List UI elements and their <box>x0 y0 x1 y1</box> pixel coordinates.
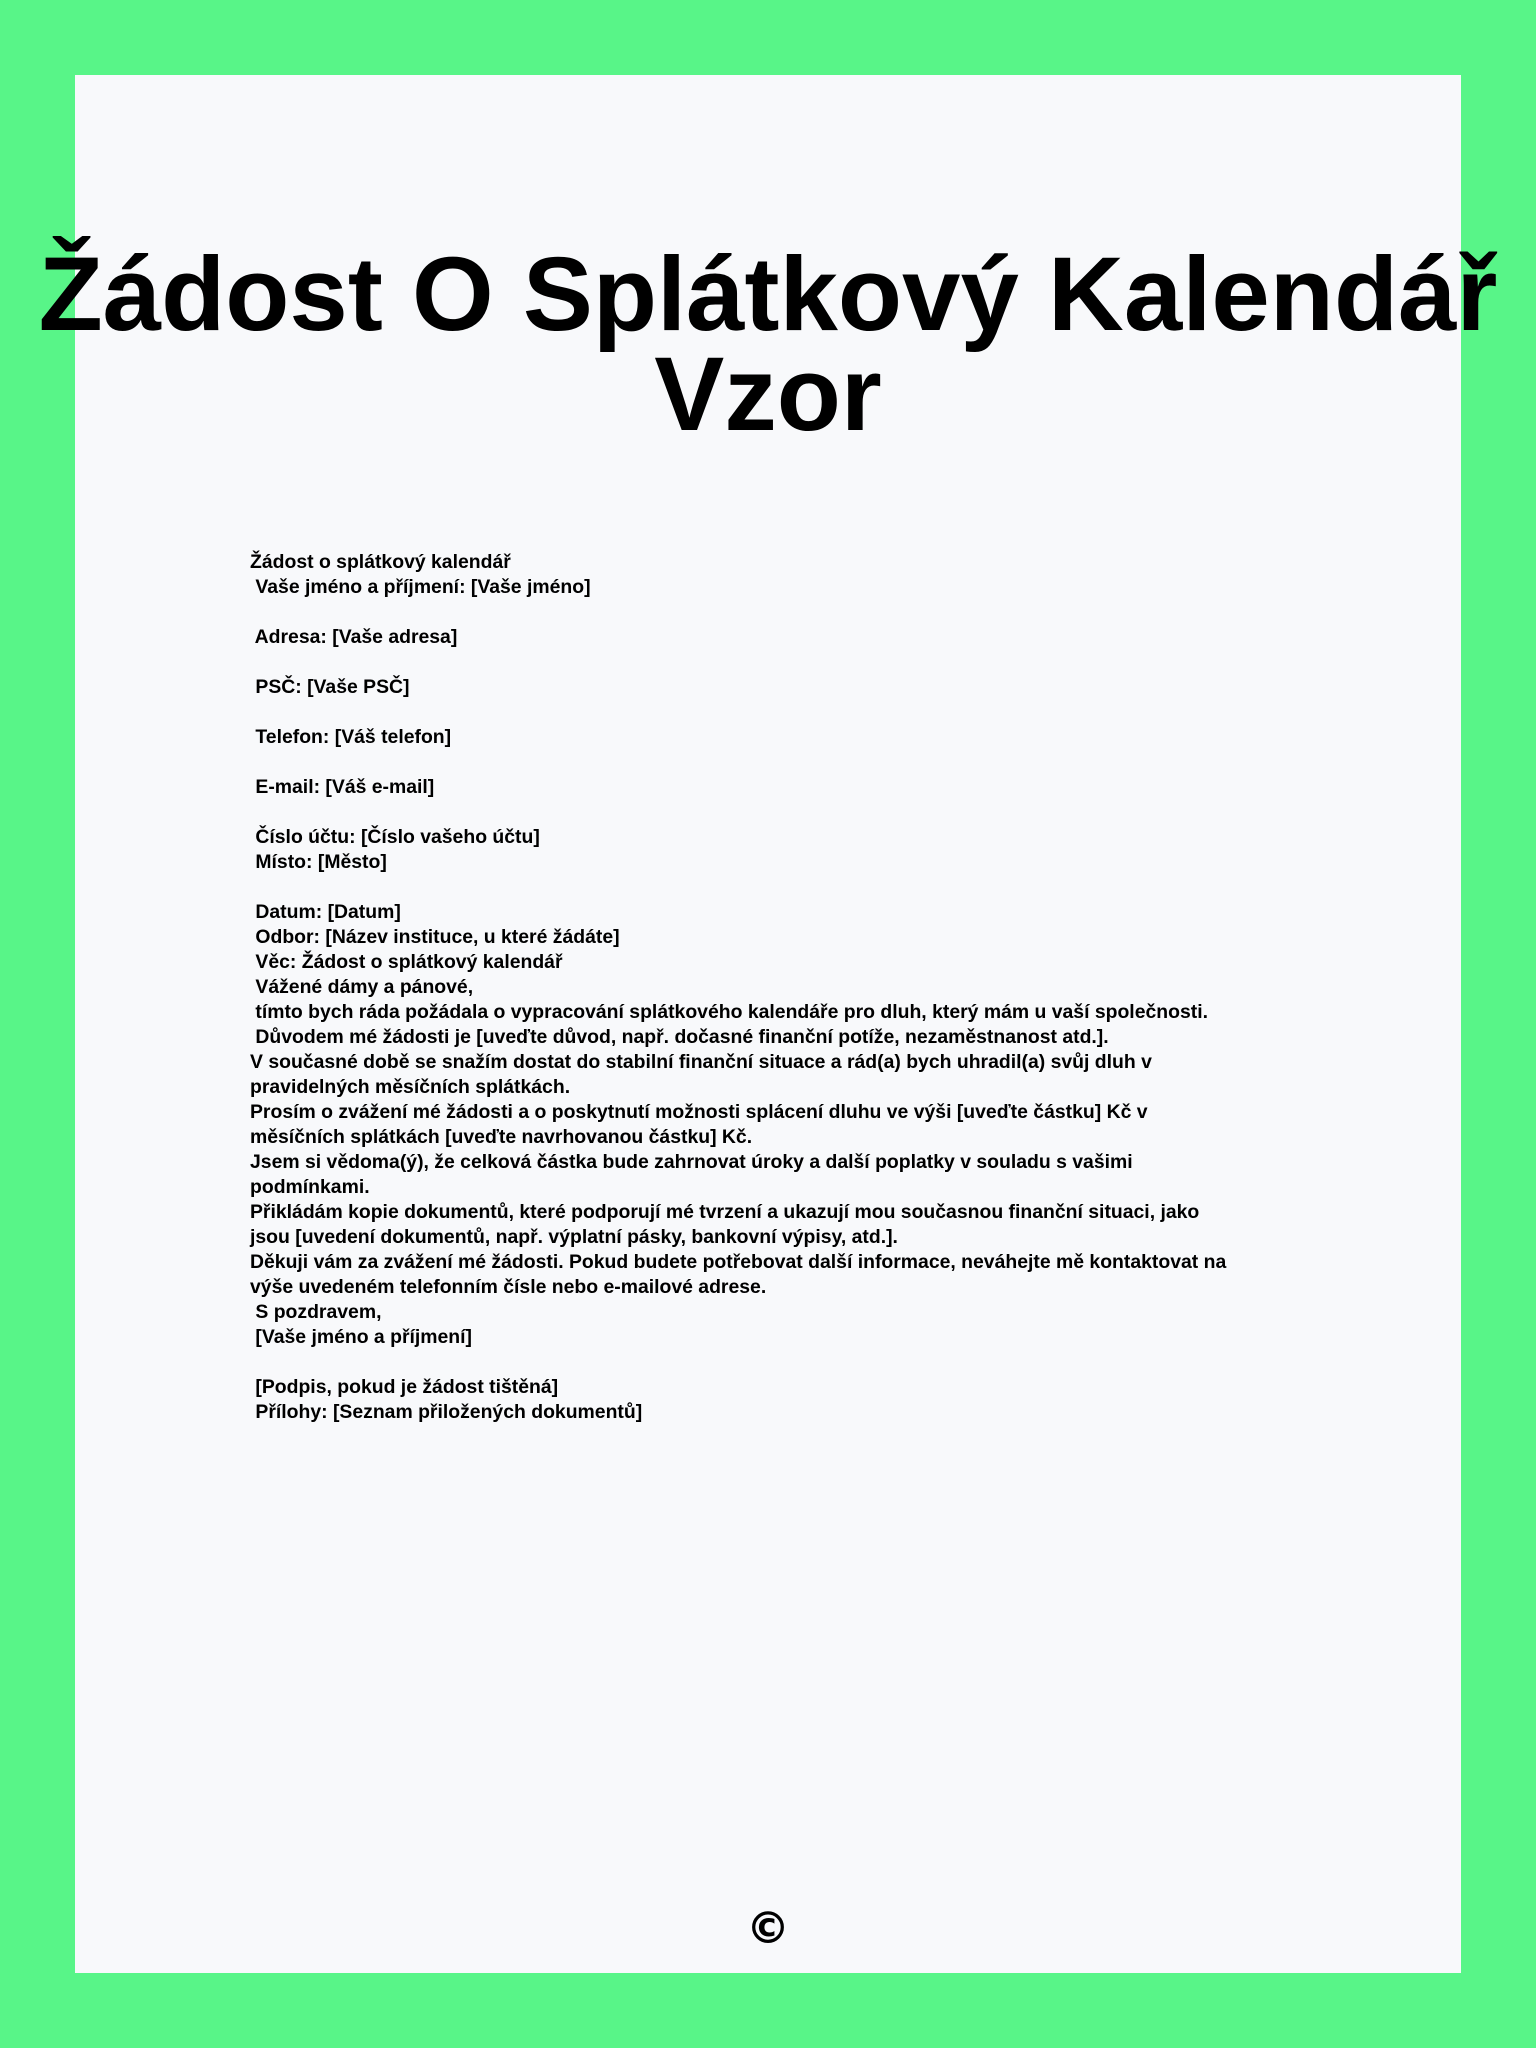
letter-line: Přílohy: [Seznam přiložených dokumentů] <box>250 1401 643 1423</box>
letter-line: PSČ: [Vaše PSČ] <box>250 676 410 698</box>
title-line-2: Vzor <box>654 336 882 453</box>
letter-line <box>250 875 1280 900</box>
letter-line <box>250 600 1280 625</box>
letter-line: Vážené dámy a pánové, <box>250 976 474 998</box>
letter-line: E-mail: [Váš e-mail] <box>250 776 435 798</box>
letter-line: Odbor: [Název instituce, u které žádáte] <box>250 926 620 948</box>
letter-line <box>250 650 1280 675</box>
letter-line: Děkuji vám za zvážení mé žádosti. Pokud budete potřebovat další informace, neváhejte mě kontaktovat na <box>250 1251 1227 1273</box>
letter-line: výše uvedeném telefonním čísle nebo e-mailové adrese. <box>250 1276 767 1298</box>
letter-line: [Podpis, pokud je žádost tištěná] <box>250 1376 559 1398</box>
letter-line: měsíčních splátkách [uveďte navrhovanou částku] Kč. <box>250 1126 753 1148</box>
letter-line: Místo: [Město] <box>250 851 387 873</box>
letter-line: Číslo účtu: [Číslo vašeho účtu] <box>250 826 540 848</box>
letter-line: Věc: Žádost o splátkový kalendář <box>250 951 563 973</box>
letter-line: V současné době se snažím dostat do stabilní finanční situace a rád(a) bych uhradil(a) svůj dluh v <box>250 1051 1152 1073</box>
copyright-icon: © <box>746 1903 790 1954</box>
letter-line: Adresa: [Vaše adresa] <box>250 626 458 648</box>
letter-line: Přikládám kopie dokumentů, které podporují mé tvrzení a ukazují mou současnou finanční situaci, jako <box>250 1201 1200 1223</box>
letter-body <box>250 550 1280 1425</box>
letter-line: Žádost o splátkový kalendář <box>250 551 511 573</box>
letter-line: jsou [uvedení dokumentů, např. výplatní pásky, bankovní výpisy, atd.]. <box>250 1226 898 1248</box>
title-line-1: Žádost O Splátkový Kalendář <box>38 236 1498 353</box>
letter-line: pravidelných měsíčních splátkách. <box>250 1076 571 1098</box>
letter-line <box>250 800 1280 825</box>
letter-line: Vaše jméno a příjmení: [Vaše jméno] <box>250 576 591 598</box>
letter-line: Jsem si vědoma(ý), že celková částka bude zahrnovat úroky a další poplatky v souladu s vašimi <box>250 1151 1133 1173</box>
letter-line: Telefon: [Váš telefon] <box>250 726 452 748</box>
letter-line: Důvodem mé žádosti je [uveďte důvod, např. dočasné finanční potíže, nezaměstnanost atd.]. <box>250 1026 1109 1048</box>
letter-line: S pozdravem, <box>250 1301 382 1323</box>
document-title <box>0 236 1536 453</box>
letter-line <box>250 750 1280 775</box>
letter-line: [Vaše jméno a příjmení] <box>250 1326 472 1348</box>
letter-line: Prosím o zvážení mé žádosti a o poskytnutí možnosti splácení dluhu ve výši [uveďte částku] Kč v <box>250 1101 1148 1123</box>
letter-line: Datum: [Datum] <box>250 901 401 923</box>
letter-line <box>250 700 1280 725</box>
letter-line <box>250 1350 1280 1375</box>
letter-line: podmínkami. <box>250 1176 370 1198</box>
letter-line: tímto bych ráda požádala o vypracování splátkového kalendáře pro dluh, který mám u vaší společnosti. <box>250 1001 1208 1023</box>
